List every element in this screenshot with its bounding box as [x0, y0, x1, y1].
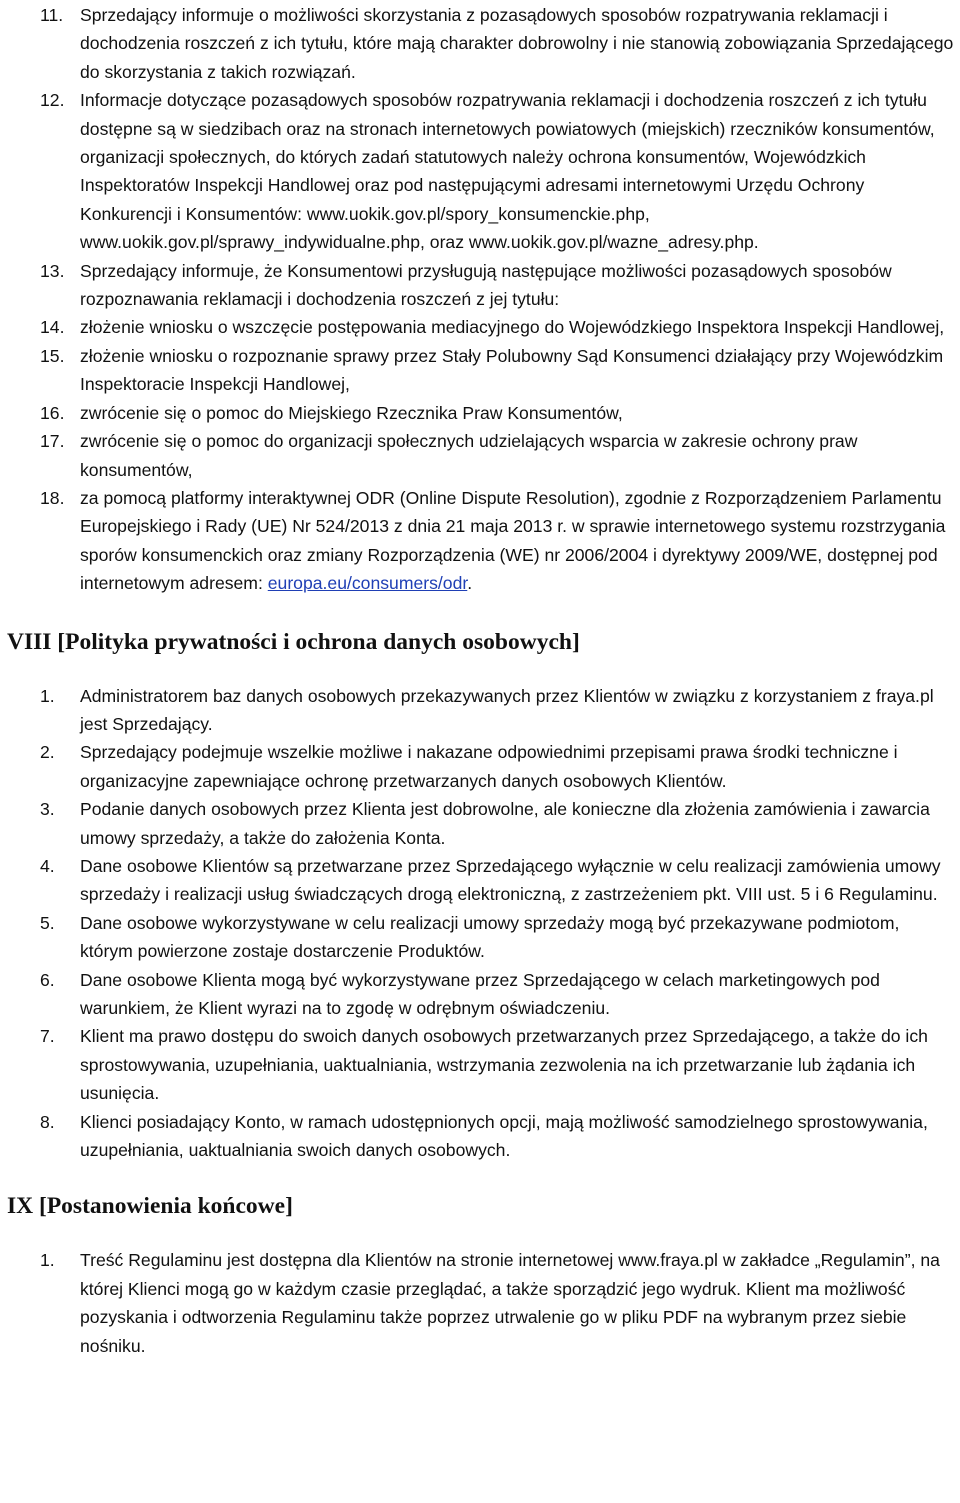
- item-text: Sprzedający informuje o możliwości skorzystania z pozasądowych sposobów rozpatrywania reklamacji i dochodzenia roszczeń z ich tytułu, które mają charakter dobrowolny i nie stanowią zobowiązania Sprzedającego do skorzystania z takich rozwiązań.: [80, 5, 954, 82]
- complaints-list: [0, 0, 960, 598]
- item-number: 1.: [40, 1250, 55, 1271]
- list-item: [0, 1, 960, 86]
- item-text: Dane osobowe Klientów są przetwarzane przez Sprzedającego wyłącznie w celu realizacji zamówienia umowy sprzedaży i realizacji usług świadczących drogą elektroniczną, z zastrzeżeniem pkt. VIII ust. 5 i 6 Regulaminu.: [80, 855, 941, 905]
- list-item: [0, 399, 960, 427]
- section-heading-privacy: VIII [Polityka prywatności i ochrona danych osobowych]: [7, 628, 580, 655]
- item-text-end: .: [467, 573, 473, 594]
- item-text: Informacje dotyczące pozasądowych sposobów rozpatrywania reklamacji i dochodzenia roszczeń z ich tytułu dostępne są w siedzibach oraz na stronach internetowych powiatowych (miejskich) rzeczników konsumentów, organizacji społecznych, do których zadań statutowych należy ochrona konsumentów, Wojewódzkich Inspektoratów Inspekcji Handlowej oraz pod następującymi adresami internetowymi Urzędu Ochrony Konkurencji i Konsumentów: www.uokik.gov.pl/spory_konsumenckie.php, www.uokik.gov.pl/sprawy_indywidualne.php, oraz www.uokik.gov.pl/wazne_adresy.php.: [80, 90, 935, 253]
- item-text: złożenie wniosku o wszczęcie postępowania mediacyjnego do Wojewódzkiego Inspektora Inspekcji Handlowej,: [80, 317, 945, 338]
- item-number: 13.: [40, 260, 65, 281]
- item-text: zwrócenie się o pomoc do Miejskiego Rzecznika Praw Konsumentów,: [80, 402, 623, 423]
- list-item: [0, 966, 960, 1023]
- list-item-odr: [0, 484, 960, 598]
- final-provisions-list: [0, 1246, 960, 1360]
- list-item: [0, 1246, 960, 1360]
- item-number: 18.: [40, 487, 65, 508]
- section-heading-final: IX [Postanowienia końcowe]: [7, 1193, 293, 1220]
- list-item: [0, 342, 960, 399]
- list-item: [0, 427, 960, 484]
- item-number: 17.: [40, 431, 65, 452]
- item-text: za pomocą platformy interaktywnej ODR (Online Dispute Resolution), zgodnie z Rozporządzeniem Parlamentu Europejskiego i Rady (UE) Nr 524/2013 z dnia 21 maja 2013 r. w sprawie internetowego systemu rozstrzygania sporów konsumenckich oraz zmiany Rozporządzenia (WE) nr 2006/2004 i dyrektywy 2009/WE, dostępnej pod internetowym adresem:: [80, 487, 946, 594]
- item-text: Administratorem baz danych osobowych przekazywanych przez Klientów w związku z korzystaniem z fraya.pl jest Sprzedający.: [80, 685, 934, 734]
- item-text: Dane osobowe Klienta mogą być wykorzystywane przez Sprzedającego w celach marketingowych pod warunkiem, że Klient wyrazi na to zgodę w odrębnym oświadczeniu.: [80, 969, 880, 1018]
- list-item: [0, 682, 960, 739]
- list-item: [0, 313, 960, 341]
- list-item: [0, 852, 960, 909]
- item-number: 6.: [40, 969, 55, 990]
- list-item: [0, 86, 960, 256]
- item-text: Treść Regulaminu jest dostępna dla Klientów na stronie internetowej www.fraya.pl w zakładce „Regulamin”, na której Klienci mogą go w każdym czasie przeglądać, a także sporządzić jego wydruk. Klient ma możliwość pozyskania i odtworzenia Regulaminu także poprzez utrwalenie go w pliku PDF na wybranym przez siebie nośniku.: [80, 1250, 940, 1356]
- item-text: Sprzedający informuje, że Konsumentowi przysługują następujące możliwości pozasądowych sposobów rozpoznawania reklamacji i dochodzenia roszczeń z jej tytułu:: [80, 260, 892, 310]
- list-item: [0, 257, 960, 314]
- item-number: 5.: [40, 912, 55, 933]
- item-text: Sprzedający podejmuje wszelkie możliwe i nakazane odpowiednimi przepisami prawa środki techniczne i organizacyjne zapewniające ochronę przetwarzanych danych osobowych Klientów.: [80, 742, 898, 791]
- item-number: 11.: [40, 5, 64, 25]
- item-text: złożenie wniosku o rozpoznanie sprawy przez Stały Polubowny Sąd Konsumenci działający przy Wojewódzkim Inspektoracie Inspekcji Handlowej,: [80, 345, 944, 395]
- item-number: 1.: [40, 685, 55, 706]
- item-number: 16.: [40, 402, 65, 423]
- item-number: 15.: [40, 345, 65, 366]
- item-number: 4.: [40, 855, 55, 876]
- item-text: zwrócenie się o pomoc do organizacji społecznych udzielających wsparcia w zakresie ochrony praw konsumentów,: [80, 431, 858, 480]
- list-item: [0, 795, 960, 852]
- list-item: [0, 738, 960, 795]
- item-text: Podanie danych osobowych przez Klienta jest dobrowolne, ale konieczne dla złożenia zamówienia i zawarcia umowy sprzedaży, a także do założenia Konta.: [80, 799, 930, 848]
- list-item: [0, 1108, 960, 1165]
- list-item: [0, 909, 960, 966]
- item-number: 8.: [40, 1111, 55, 1132]
- list-item: [0, 1022, 960, 1107]
- odr-link[interactable]: europa.eu/consumers/odr: [267, 573, 468, 594]
- item-text: Klienci posiadający Konto, w ramach udostępnionych opcji, mają możliwość samodzielnego sprostowywania, uzupełniania, uaktualniania swoich danych osobowych.: [80, 1111, 928, 1161]
- item-number: 12.: [40, 90, 65, 111]
- item-number: 7.: [40, 1026, 55, 1047]
- item-text: Klient ma prawo dostępu do swoich danych osobowych przetwarzanych przez Sprzedającego, a także do ich sprostowywania, uzupełniania, uaktualniania, wstrzymania zezwolenia na ich przetwarzanie lub żądania ich usunięcia.: [80, 1026, 928, 1104]
- item-number: 2.: [40, 742, 55, 763]
- item-text: Dane osobowe wykorzystywane w celu realizacji umowy sprzedaży mogą być przekazywane podmiotom, którym powierzone zostaje dostarczenie Produktów.: [80, 912, 900, 962]
- privacy-list: [0, 682, 960, 1165]
- item-number: 14.: [40, 317, 65, 338]
- item-number: 3.: [40, 799, 55, 820]
